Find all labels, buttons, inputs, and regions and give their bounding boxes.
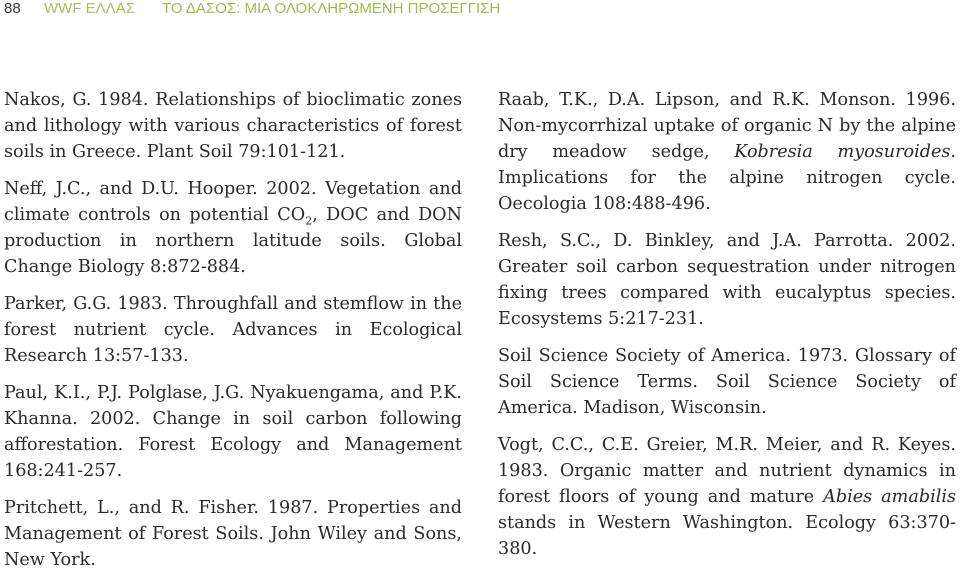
- reference-entry: Parker, G.G. 1983. Throughfall and stemflow in the forest nutrient cycle. Advances in Ecological Research 13:57-133.: [4, 294, 462, 366]
- reference-entry: [4, 176, 462, 280]
- page-header: [0, 0, 960, 28]
- references-right-column: [498, 87, 956, 573]
- reference-entry: Soil Science Society of America. 1973. Glossary of Soil Science Terms. Soil Science Society of America. Madison, Wisconsin.: [498, 346, 956, 418]
- reference-entry: Resh, S.C., D. Binkley, and J.A. Parrotta. 2002. Greater soil carbon sequestration under nitrogen fixing trees compared with eucalyptus species. Ecosystems 5:217-231.: [498, 231, 956, 329]
- reference-entry: Paul, K.I., P.J. Polglase, J.G. Nyakuengama, and P.K. Khanna. 2002. Change in soil carbon following afforestation. Forest Ecology and Management 168:241-257.: [4, 383, 462, 481]
- species-name: Abies amabilis: [823, 487, 956, 507]
- reference-entry: Pritchett, L., and R. Fisher. 1987. Properties and Management of Forest Soils. John Wiley and Sons, New York.: [4, 498, 462, 570]
- species-name: Kobresia myosuroides: [734, 142, 951, 162]
- header-organization: WWF ΕΛΛΑΣ: [44, 0, 135, 17]
- reference-text: Vogt, C.C., C.E. Greier, M.R. Meier, and R. Keyes. 1983. Organic matter and nutrient dynamics in forest floors of young and mature: [498, 435, 956, 507]
- reference-text: , DOC and DON production in northern latitude soils. Global Change Biology 8:872-884.: [4, 205, 462, 277]
- references-left-column: [4, 87, 462, 584]
- page-number: 88: [4, 0, 21, 17]
- reference-entry: Nakos, G. 1984. Relationships of bioclimatic zones and lithology with various characteristics of forest soils in Greece. Plant Soil 79:101-121.: [4, 90, 462, 162]
- subscript: 2: [305, 214, 313, 228]
- reference-entry: [498, 432, 956, 562]
- reference-entry: [498, 87, 956, 217]
- header-title: ΤΟ ΔΑΣΟΣ: ΜΙΑ ΟΛΟΚΛΗΡΩΜΕΝΗ ΠΡΟΣΕΓΓΙΣΗ: [162, 0, 501, 17]
- reference-text: stands in Western Washington. Ecology 63:370-380.: [498, 513, 956, 559]
- reference-text: Raab, T.K., D.A. Lipson, and R.K. Monson. 1996. Non-mycorrhizal uptake of organic N by the alpine dry meadow sedge,: [498, 90, 956, 162]
- reference-text: Neff, J.C., and D.U. Hooper. 2002. Vegetation and climate controls on potential CO: [4, 179, 462, 225]
- reference-text: . Implications for the alpine nitrogen cycle. Oecologia 108:488-496.: [498, 142, 957, 214]
